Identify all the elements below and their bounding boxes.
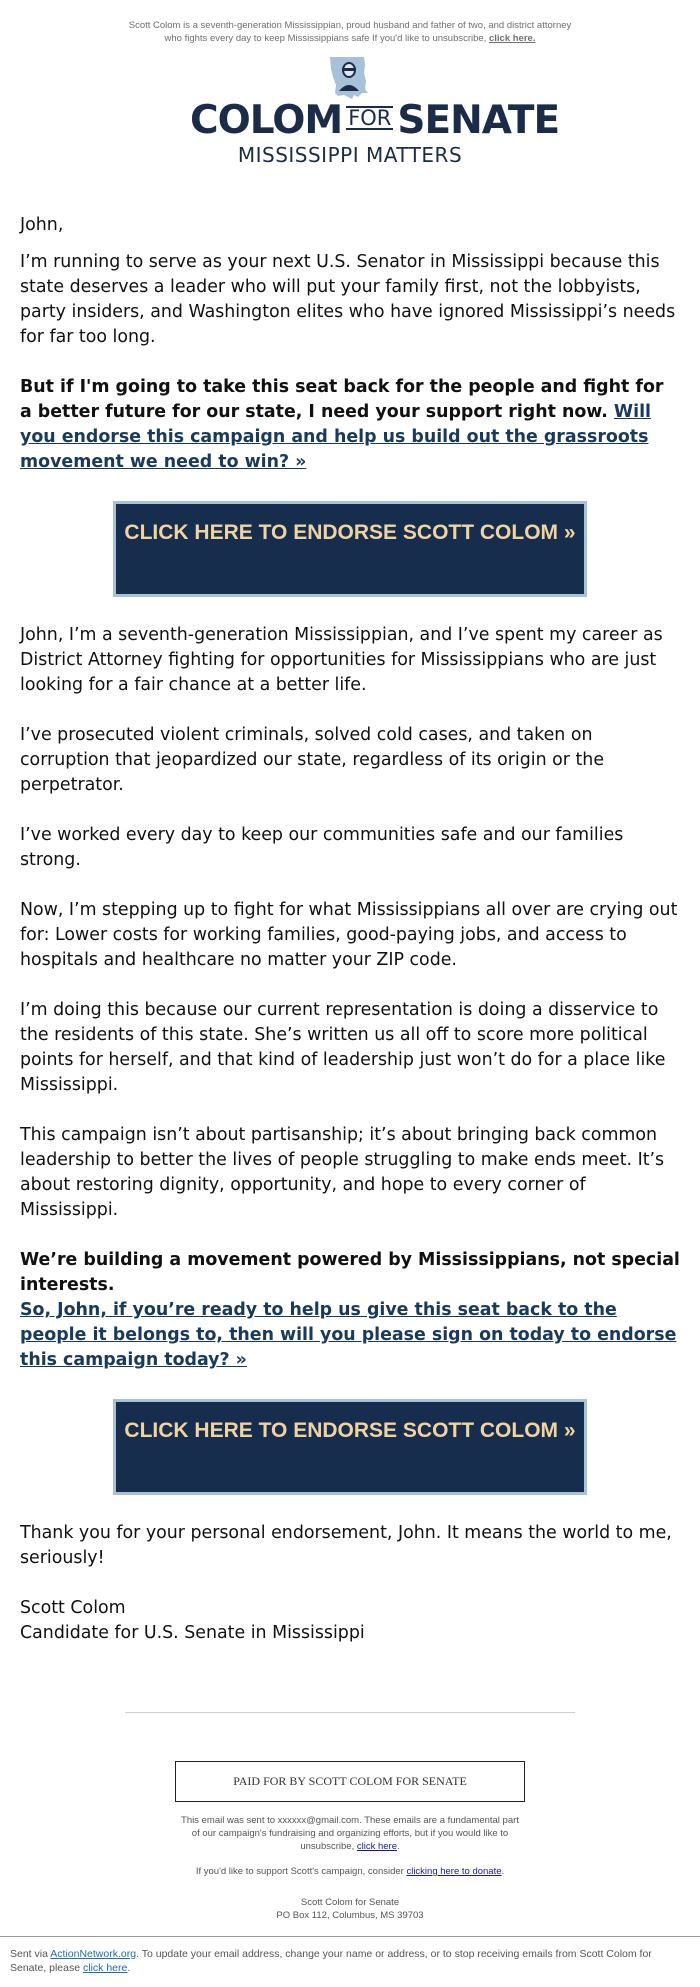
address-org: Scott Colom for Senate [300,1897,400,1908]
footer-unsubscribe-link[interactable]: click here [356,1841,397,1852]
sent-via-mid: . To update your email address, change your name or address, or to stop receiving emails from Scott Colom for Senate, please [10,1948,652,1974]
preheader-unsubscribe-link[interactable]: click here. [488,33,536,44]
donate-note-end: . [501,1866,505,1877]
endorse-button-1[interactable]: CLICK HERE TO ENDORSE SCOTT COLOM » [113,501,587,597]
signature [20,1596,680,1646]
address-line: PO Box 112, Columbus, MS 39703 [276,1910,424,1921]
paid-for-disclaimer: PAID FOR BY SCOTT COLOM FOR SENATE [175,1761,525,1802]
letter-body-2 [0,623,700,1373]
sent-via-bar [0,1936,700,1987]
logo-name-right: SENATE [397,98,560,143]
letter-body-3 [0,1521,700,1646]
email-note-end: . [397,1841,400,1852]
sent-via-end: . [127,1962,131,1974]
paragraph-8: This campaign isn’t about partisanship; it’s about bringing back common leadership to better the lives of people struggling to make ends meet. It’s about restoring dignity, opportunity, and hope to every corner of Mississippi. [20,1125,665,1220]
endorse-link-2[interactable]: So, John, if you’re ready to help us give this seat back to the people it belongs to, then will you please sign on today to endorse this campaign today? » [20,1300,677,1370]
logo-tagline: MISSISSIPPI MATTERS [237,143,463,167]
sent-via-text: Sent via [10,1948,51,1960]
paragraph-6: Now, I’m stepping up to fight for what Mississippians all over are crying out for: Lower costs for working families, good-paying jobs, and access to hospitals and healthcare no matter your ZIP code. [20,900,678,970]
actionnetwork-link[interactable]: ActionNetwork.org [50,1948,137,1960]
logo-name-for: FOR [348,106,392,130]
preheader-text: Scott Colom is a seventh-generation Mississippian, proud husband and father of two, and district attorney who fights every day to keep Mississippians safe If you'd like to unsubscribe, [128,20,572,44]
donate-note [120,1865,580,1878]
cta-wrap-1 [0,501,700,597]
email-note-text: This email was sent to xxxxxx@gmail.com. These emails are a fundamental part of our campaign's fundraising and organizing efforts, but if you would like to unsubscribe, [181,1815,519,1852]
donate-link[interactable]: clicking here to donate [406,1866,502,1877]
mississippi-state-icon [318,55,382,101]
paragraph-3: John, I’m a seventh-generation Mississippian, and I’ve spent my career as District Attorney fighting for opportunities for Mississippians who are just looking for a fair chance at a better life. [20,625,663,695]
letter-body [0,213,700,475]
logo-wordmark [190,98,560,143]
donate-note-text: If you'd like to support Scott's campaign, consider [195,1866,407,1877]
paragraph-7: I’m doing this because our current representation is doing a disservice to the residents of this state. She’s written us all off to score more political points for herself, and that kind of leadership just won’t do for a place like Mississippi. [20,1000,666,1095]
signature-name: Scott Colom [20,1598,126,1618]
footer-divider [125,1712,575,1713]
cta-wrap-2 [0,1399,700,1495]
preheader [120,19,580,45]
paragraph-1: I’m running to serve as your next U.S. Senator in Mississippi because this state deserves a leader who will put your family first, not the lobbyists, party insiders, and Washington elites who have ignored Mississippi’s needs for far too long. [20,252,676,347]
paragraph-9 [20,1248,680,1373]
paragraph-10: Thank you for your personal endorsement, John. It means the world to me, seriously! [20,1523,672,1568]
paragraph-9-bold: We’re building a movement powered by Mississippians, not special interests. [20,1250,680,1295]
endorse-button-2[interactable]: CLICK HERE TO ENDORSE SCOTT COLOM » [113,1399,587,1495]
endorse-link-1[interactable]: Will you endorse this campaign and help us build out the grassroots movement we need to win? » [20,402,651,472]
paragraph-5: I’ve worked every day to keep our communities safe and our families strong. [20,825,624,870]
email-note [180,1814,520,1853]
signature-title: Candidate for U.S. Senate in Mississippi [20,1623,365,1643]
paragraph-4: I’ve prosecuted violent criminals, solved cold cases, and taken on corruption that jeopardized our state, regardless of its origin or the perpetrator. [20,725,605,795]
logo-name-left: COLOM [190,98,343,143]
paragraph-2 [20,375,680,475]
campaign-logo [190,55,560,175]
mailing-address [180,1896,520,1922]
email-page [0,19,700,1987]
update-preferences-link[interactable]: click here [82,1962,128,1974]
paragraph-2-bold: But if I'm going to take this seat back for the people and fight for a better future for our state, I need your support right now. [20,377,664,422]
greeting: John, [20,215,64,235]
